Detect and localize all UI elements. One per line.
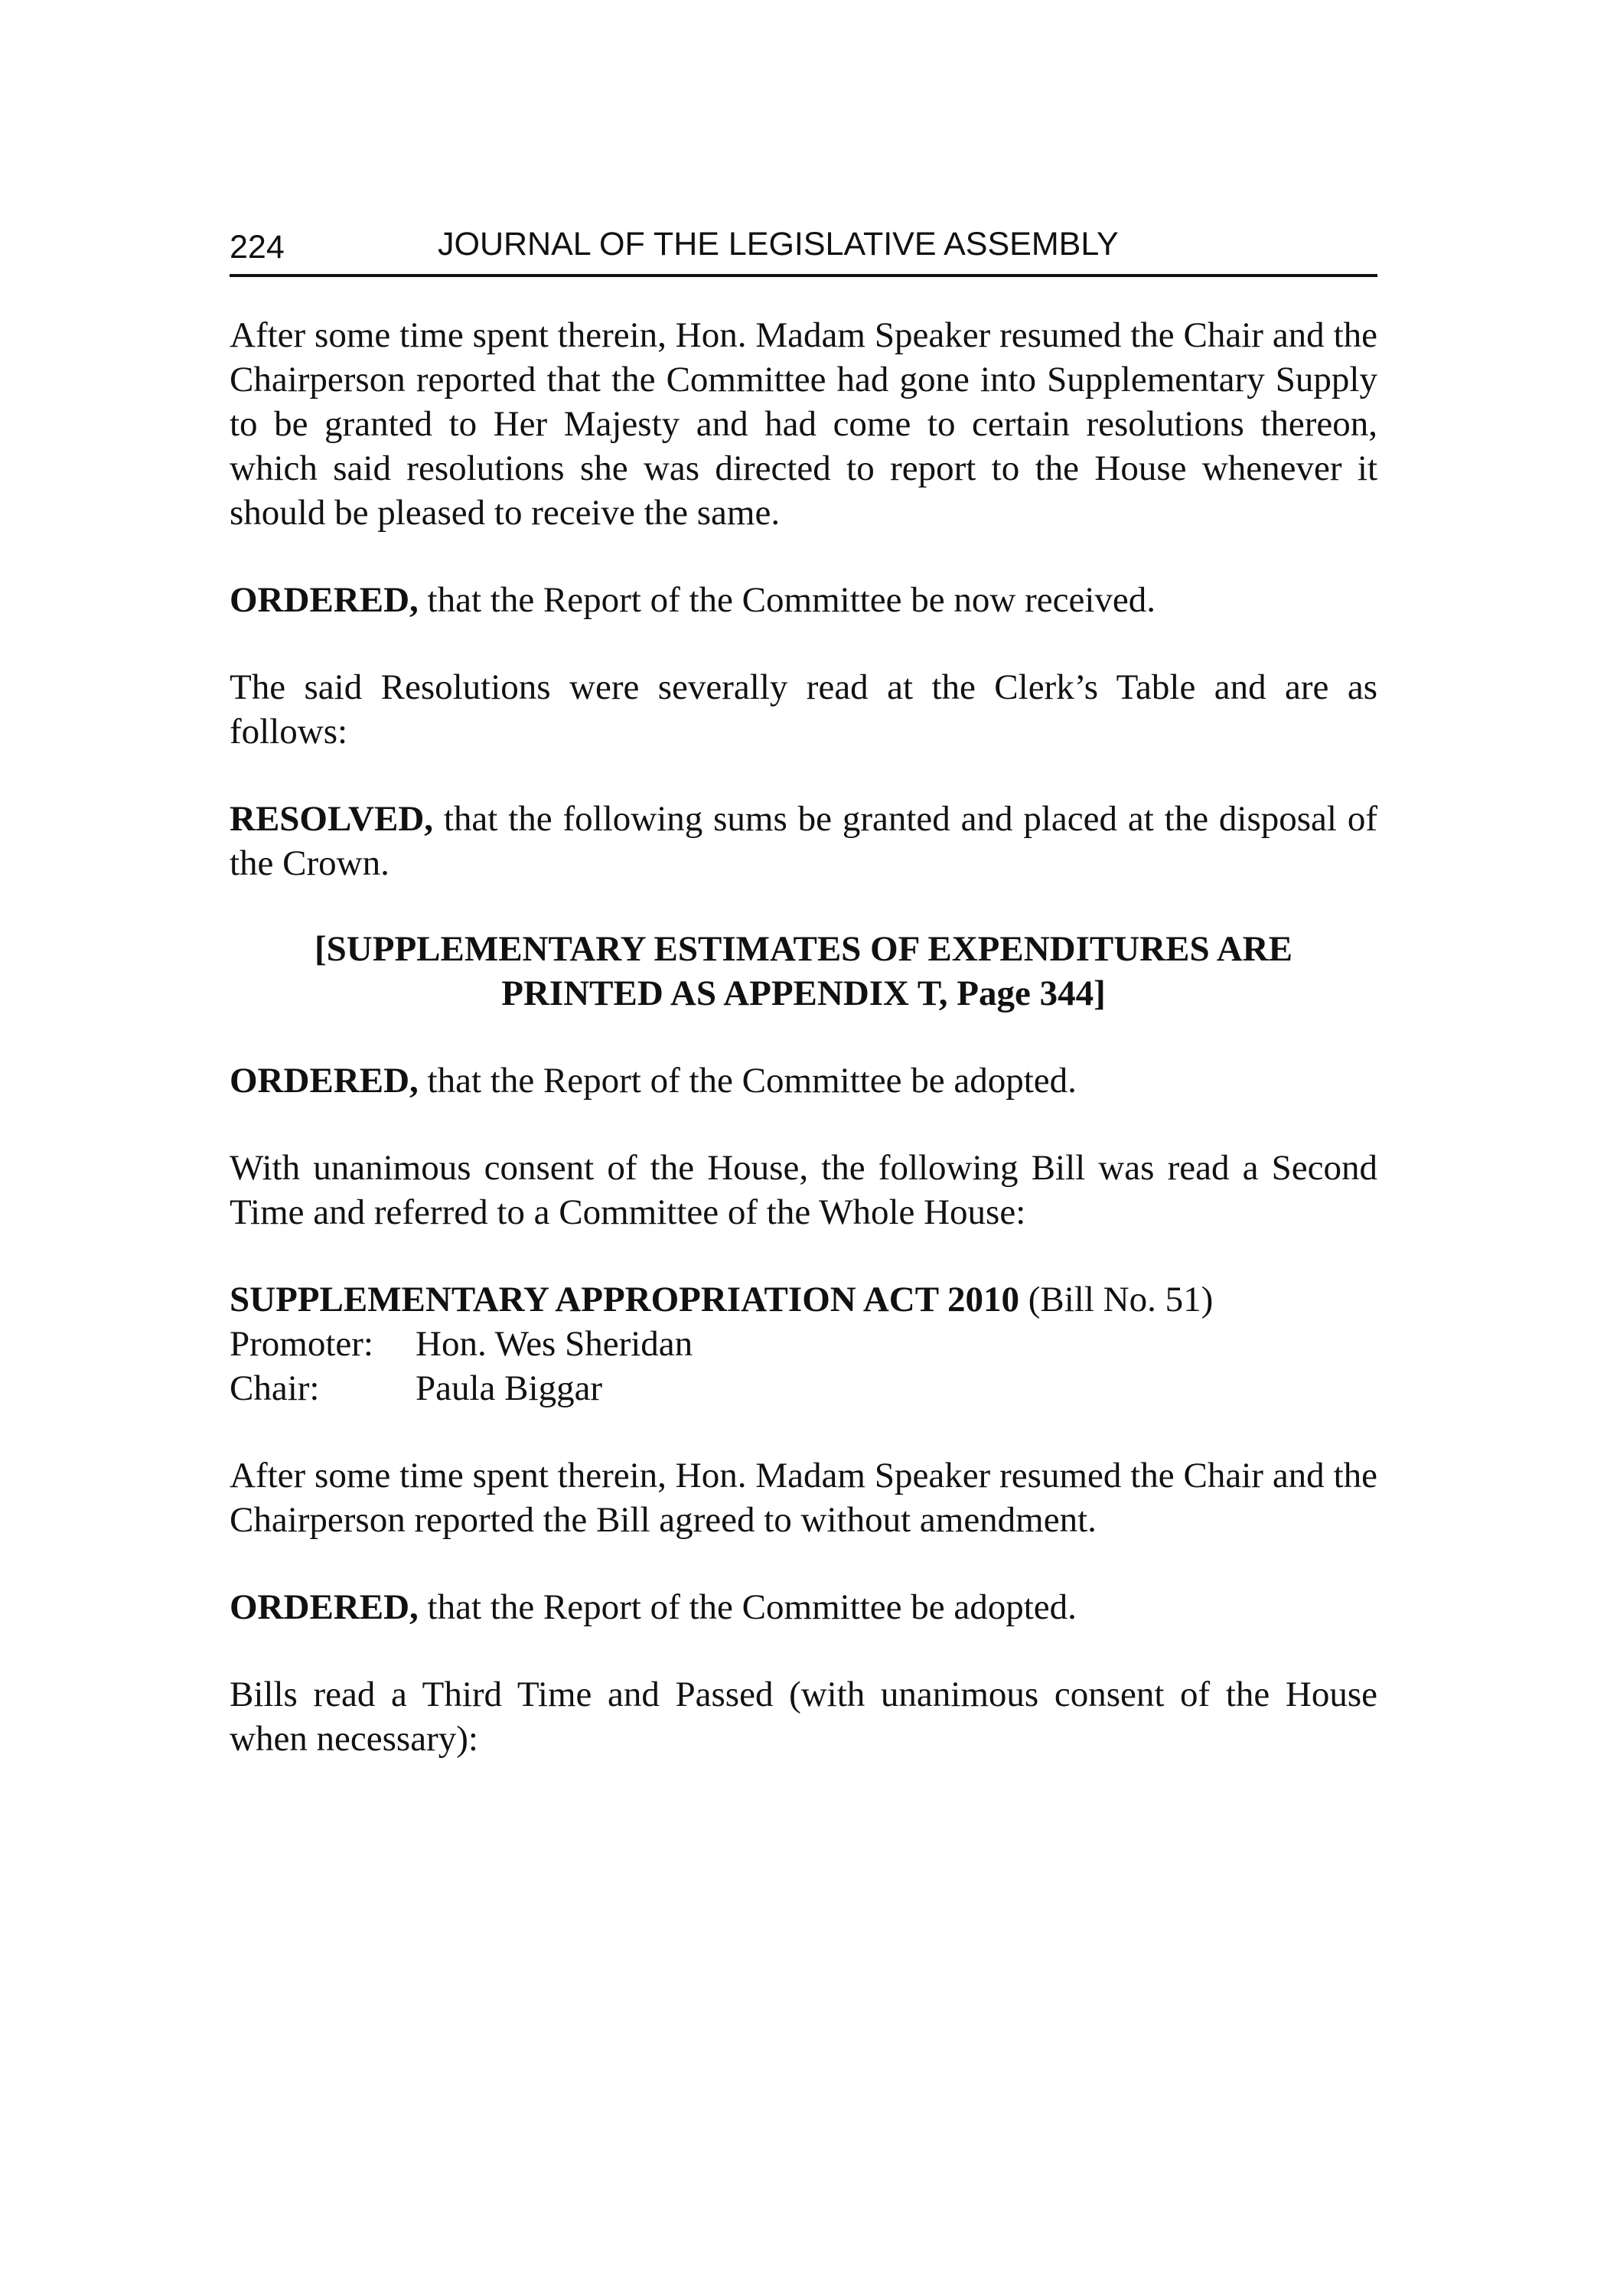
- ordered-text: that the Report of the Committee be now received.: [418, 580, 1156, 620]
- committee-report-paragraph: After some time spent therein, Hon. Madam Speaker resumed the Chair and the Chairperson reported that the Committee had gone into Supplementary Supply to be granted to Her Majesty and had come to certain resolutions thereon, which said resolutions she was directed to report to the House whenever it should be pleased to receive the same.: [230, 315, 1377, 533]
- ordered-adopted-paragraph: [230, 1058, 1377, 1103]
- ordered-label: ORDERED,: [230, 1587, 419, 1627]
- bill-chair-row: [230, 1366, 1377, 1411]
- ordered-label: ORDERED,: [230, 1061, 419, 1101]
- bill-title-line: [230, 1277, 1377, 1322]
- second-reading-paragraph: With unanimous consent of the House, the following Bill was read a Second Time and referred to a Committee of the Whole House:: [230, 1148, 1377, 1232]
- appendix-notice-line-2: PRINTED AS APPENDIX T, Page 344]: [501, 974, 1106, 1013]
- page-number: 224: [230, 229, 285, 266]
- ordered-adopted-paragraph-2: [230, 1585, 1377, 1629]
- resolved-text: that the following sums be granted and placed at the disposal of the Crown.: [230, 799, 1377, 883]
- ordered-received-paragraph: [230, 578, 1377, 622]
- resolutions-read-paragraph: The said Resolutions were severally read at the Clerk’s Table and are as follows:: [230, 667, 1377, 752]
- bill-title: SUPPLEMENTARY APPROPRIATION ACT 2010: [230, 1280, 1019, 1319]
- running-header: [230, 214, 1377, 277]
- chair-value: Paula Biggar: [416, 1368, 603, 1408]
- appendix-notice: [230, 927, 1377, 1016]
- promoter-label: Promoter:: [230, 1324, 373, 1364]
- journal-body: [230, 313, 1377, 1761]
- bill-promoter-row: [230, 1322, 1377, 1366]
- journal-title: JOURNAL OF THE LEGISLATIVE ASSEMBLY: [438, 226, 1119, 263]
- promoter-value: Hon. Wes Sheridan: [416, 1324, 693, 1364]
- appendix-notice-line-1: [SUPPLEMENTARY ESTIMATES OF EXPENDITURES ARE: [315, 929, 1292, 969]
- chair-label: Chair:: [230, 1368, 320, 1408]
- resolved-paragraph: [230, 797, 1377, 885]
- ordered-text: that the Report of the Committee be adopted.: [418, 1587, 1077, 1627]
- speaker-resumed-paragraph: After some time spent therein, Hon. Madam Speaker resumed the Chair and the Chairperson reported the Bill agreed to without amendment.: [230, 1456, 1377, 1540]
- journal-page: [230, 214, 1377, 1761]
- ordered-label: ORDERED,: [230, 580, 419, 620]
- bill-entry: [230, 1277, 1377, 1411]
- ordered-text: that the Report of the Committee be adopted.: [418, 1061, 1077, 1101]
- third-reading-paragraph: Bills read a Third Time and Passed (with unanimous consent of the House when necessary):: [230, 1675, 1377, 1759]
- resolved-label: RESOLVED,: [230, 799, 434, 839]
- bill-number: (Bill No. 51): [1019, 1280, 1214, 1319]
